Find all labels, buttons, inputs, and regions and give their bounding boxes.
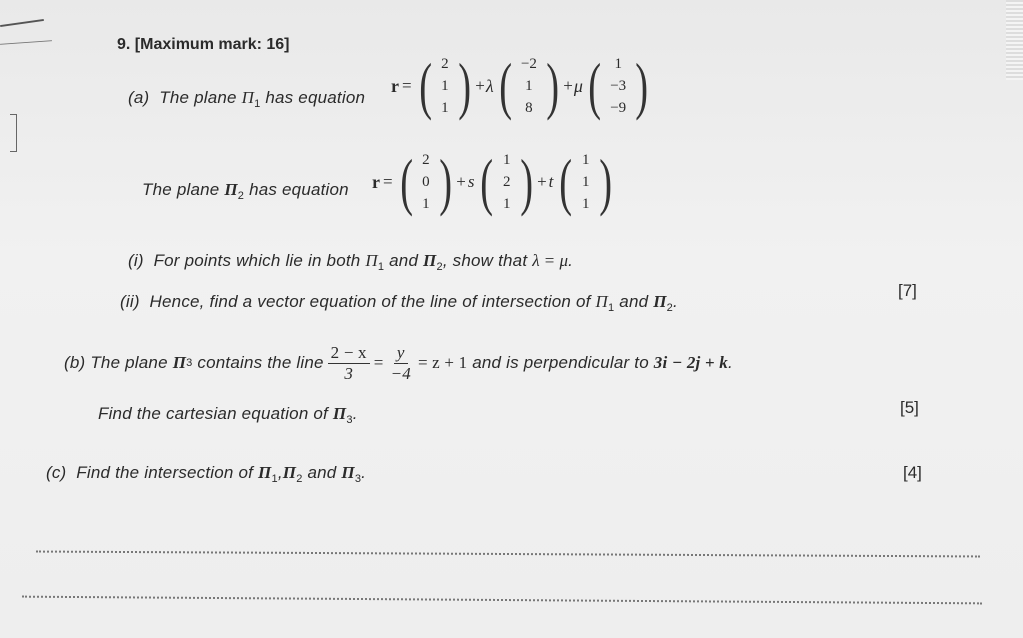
part-c-line: (c) Find the intersection of $\Pi_1,\Pi_2$ and $\Pi_3$. (46, 463, 367, 485)
plane1-symbol: Π (241, 88, 255, 107)
part-a-line-1 (128, 88, 365, 110)
b-find-sub: 3 (346, 413, 353, 426)
plane2-sub: 2 (237, 189, 245, 202)
i-lambda: λ (532, 251, 540, 270)
plane2-line (142, 180, 349, 202)
equals-2: = (383, 172, 393, 191)
vector-1: ( 2 1 1 ) (418, 50, 471, 121)
plus-2: + (563, 76, 573, 95)
i-text: For points which lie in both (153, 251, 361, 270)
vec1-0: 2 (441, 56, 449, 72)
marks-b: [5] (900, 398, 919, 417)
fraction-2 (388, 343, 414, 384)
i-label: (i) (128, 251, 144, 270)
vec2-2: 8 (525, 100, 533, 116)
vector-6: ( 1 1 1 ) (559, 146, 612, 217)
vec6-1: 1 (581, 174, 590, 190)
c-plane3-sub: 3 (354, 472, 362, 485)
mu-1: μ (573, 75, 583, 96)
ii-plane1-sub: 1 (608, 301, 615, 314)
i-plane1: Π (365, 251, 378, 270)
b-rhs: = z + 1 (417, 353, 468, 372)
marks-a: [7] (898, 281, 917, 300)
c-text: Find the intersection of (76, 463, 254, 482)
vector-4: ( 2 0 1 ) (399, 146, 452, 217)
b-text2: contains the line (197, 353, 324, 372)
marks-c: [4] (903, 463, 922, 482)
part-b-find: Find the cartesian equation of $\Pi_3$. (98, 404, 358, 426)
b-normal: 3i − 2j + k (653, 353, 728, 372)
b-eq: = (373, 353, 384, 372)
vector-3: ( 1 −3 −9 ) (588, 50, 649, 121)
part-a-ii: (ii) Hence, find a vector equation of the line of intersection of $\Pi_1$ and $\Pi_2$. (120, 292, 678, 314)
part-a-i: (i) For points which lie in both $\Pi_1$ and $\Pi_2$, show that λ = μ. (128, 251, 574, 273)
vec1-1: 1 (441, 78, 449, 94)
c-label: (c) (46, 463, 67, 482)
c-plane2-sub: 2 (296, 472, 303, 485)
binding-mark (10, 114, 17, 152)
vec5-2: 1 (503, 196, 511, 212)
c-plane1-sub: 1 (271, 472, 278, 485)
i-show: , show that (442, 251, 528, 270)
plus-4: + (537, 172, 547, 191)
plus-1: + (475, 76, 485, 95)
part-a-label: (a) (128, 88, 150, 107)
vec3-2: −9 (610, 100, 627, 116)
frac2-num: y (394, 343, 408, 364)
vec5-1: 2 (503, 174, 511, 190)
i-and: and (389, 251, 419, 270)
plane2-intro: The plane (142, 180, 220, 199)
b-text1: The plane (90, 353, 168, 372)
t-param: t (548, 172, 554, 191)
vec6-0: 1 (581, 152, 590, 168)
vector-5: ( 1 2 1 ) (480, 146, 533, 217)
s-param: s (467, 172, 475, 191)
ii-text: Hence, find a vector equation of the line of intersection of (149, 292, 591, 311)
answer-line-1 (36, 551, 980, 558)
b-label: (b) (64, 353, 86, 372)
vector-2: ( −2 1 8 ) (498, 50, 559, 121)
i-plane1-sub: 1 (377, 260, 385, 273)
frac1-den: 3 (344, 363, 354, 383)
ii-plane2: Π (653, 292, 667, 311)
ii-label: (ii) (120, 292, 140, 311)
equals-1: = (402, 76, 412, 95)
ii-plane2-sub: 2 (666, 301, 673, 314)
b-find-plane3: Π (332, 404, 347, 423)
lambda-1: λ (485, 75, 494, 96)
vec1-2: 1 (441, 100, 449, 116)
i-plane2: Π (423, 251, 437, 270)
vec4-0: 2 (422, 152, 430, 168)
page-edge-line (0, 40, 52, 45)
plane2-symbol: Π (224, 180, 238, 199)
has-equation-1: has equation (265, 88, 366, 107)
vec3-0: 1 (614, 56, 622, 72)
b-text3: and is perpendicular to (472, 353, 649, 372)
ii-and: and (619, 292, 649, 311)
b-find: Find the cartesian equation of (98, 404, 328, 423)
vec5-0: 1 (503, 152, 511, 168)
frac2-den: −4 (390, 363, 411, 383)
i-mu: μ (559, 251, 569, 270)
vec3-1: −3 (610, 78, 627, 94)
i-plane2-sub: 2 (436, 260, 443, 273)
b-plane3-sub: 3 (186, 357, 193, 369)
plane1-equation (391, 46, 653, 126)
ii-plane1: Π (595, 292, 609, 311)
question-header: 9. [Maximum mark: 16] (117, 36, 290, 53)
part-b-line: (b) The plane Π 3 contains the line $\frac{2 - x}{3}$ = $\frac{y}{-4}$ = z + 1 and is perpendicular to 3i − 2j + k . (64, 342, 733, 383)
fraction-1 (328, 343, 370, 384)
answer-line-2 (22, 596, 982, 605)
plane1-sub: 1 (254, 97, 261, 110)
page-edge-top-left (0, 19, 44, 27)
c-and: and (307, 463, 337, 482)
has-equation-2: has equation (249, 180, 349, 199)
plus-3: + (456, 172, 466, 191)
plane1-intro: The plane (159, 88, 237, 107)
b-plane3: Π (172, 353, 187, 372)
vec4-1: 0 (422, 174, 430, 190)
c-plane3: Π (341, 463, 355, 482)
c-plane1: Π (258, 463, 272, 482)
r-symbol-1: r (391, 75, 399, 96)
vec2-0: −2 (520, 56, 537, 72)
vec4-2: 1 (422, 196, 430, 212)
plane2-equation (372, 142, 616, 222)
vec6-2: 1 (581, 196, 590, 212)
c-plane2: Π (282, 463, 297, 482)
r-symbol-2: r (372, 171, 380, 192)
frac1-num: 2 − x (328, 343, 370, 364)
vec2-1: 1 (525, 78, 533, 94)
page-right-edge (1006, 0, 1023, 80)
i-eq: = (544, 251, 555, 270)
